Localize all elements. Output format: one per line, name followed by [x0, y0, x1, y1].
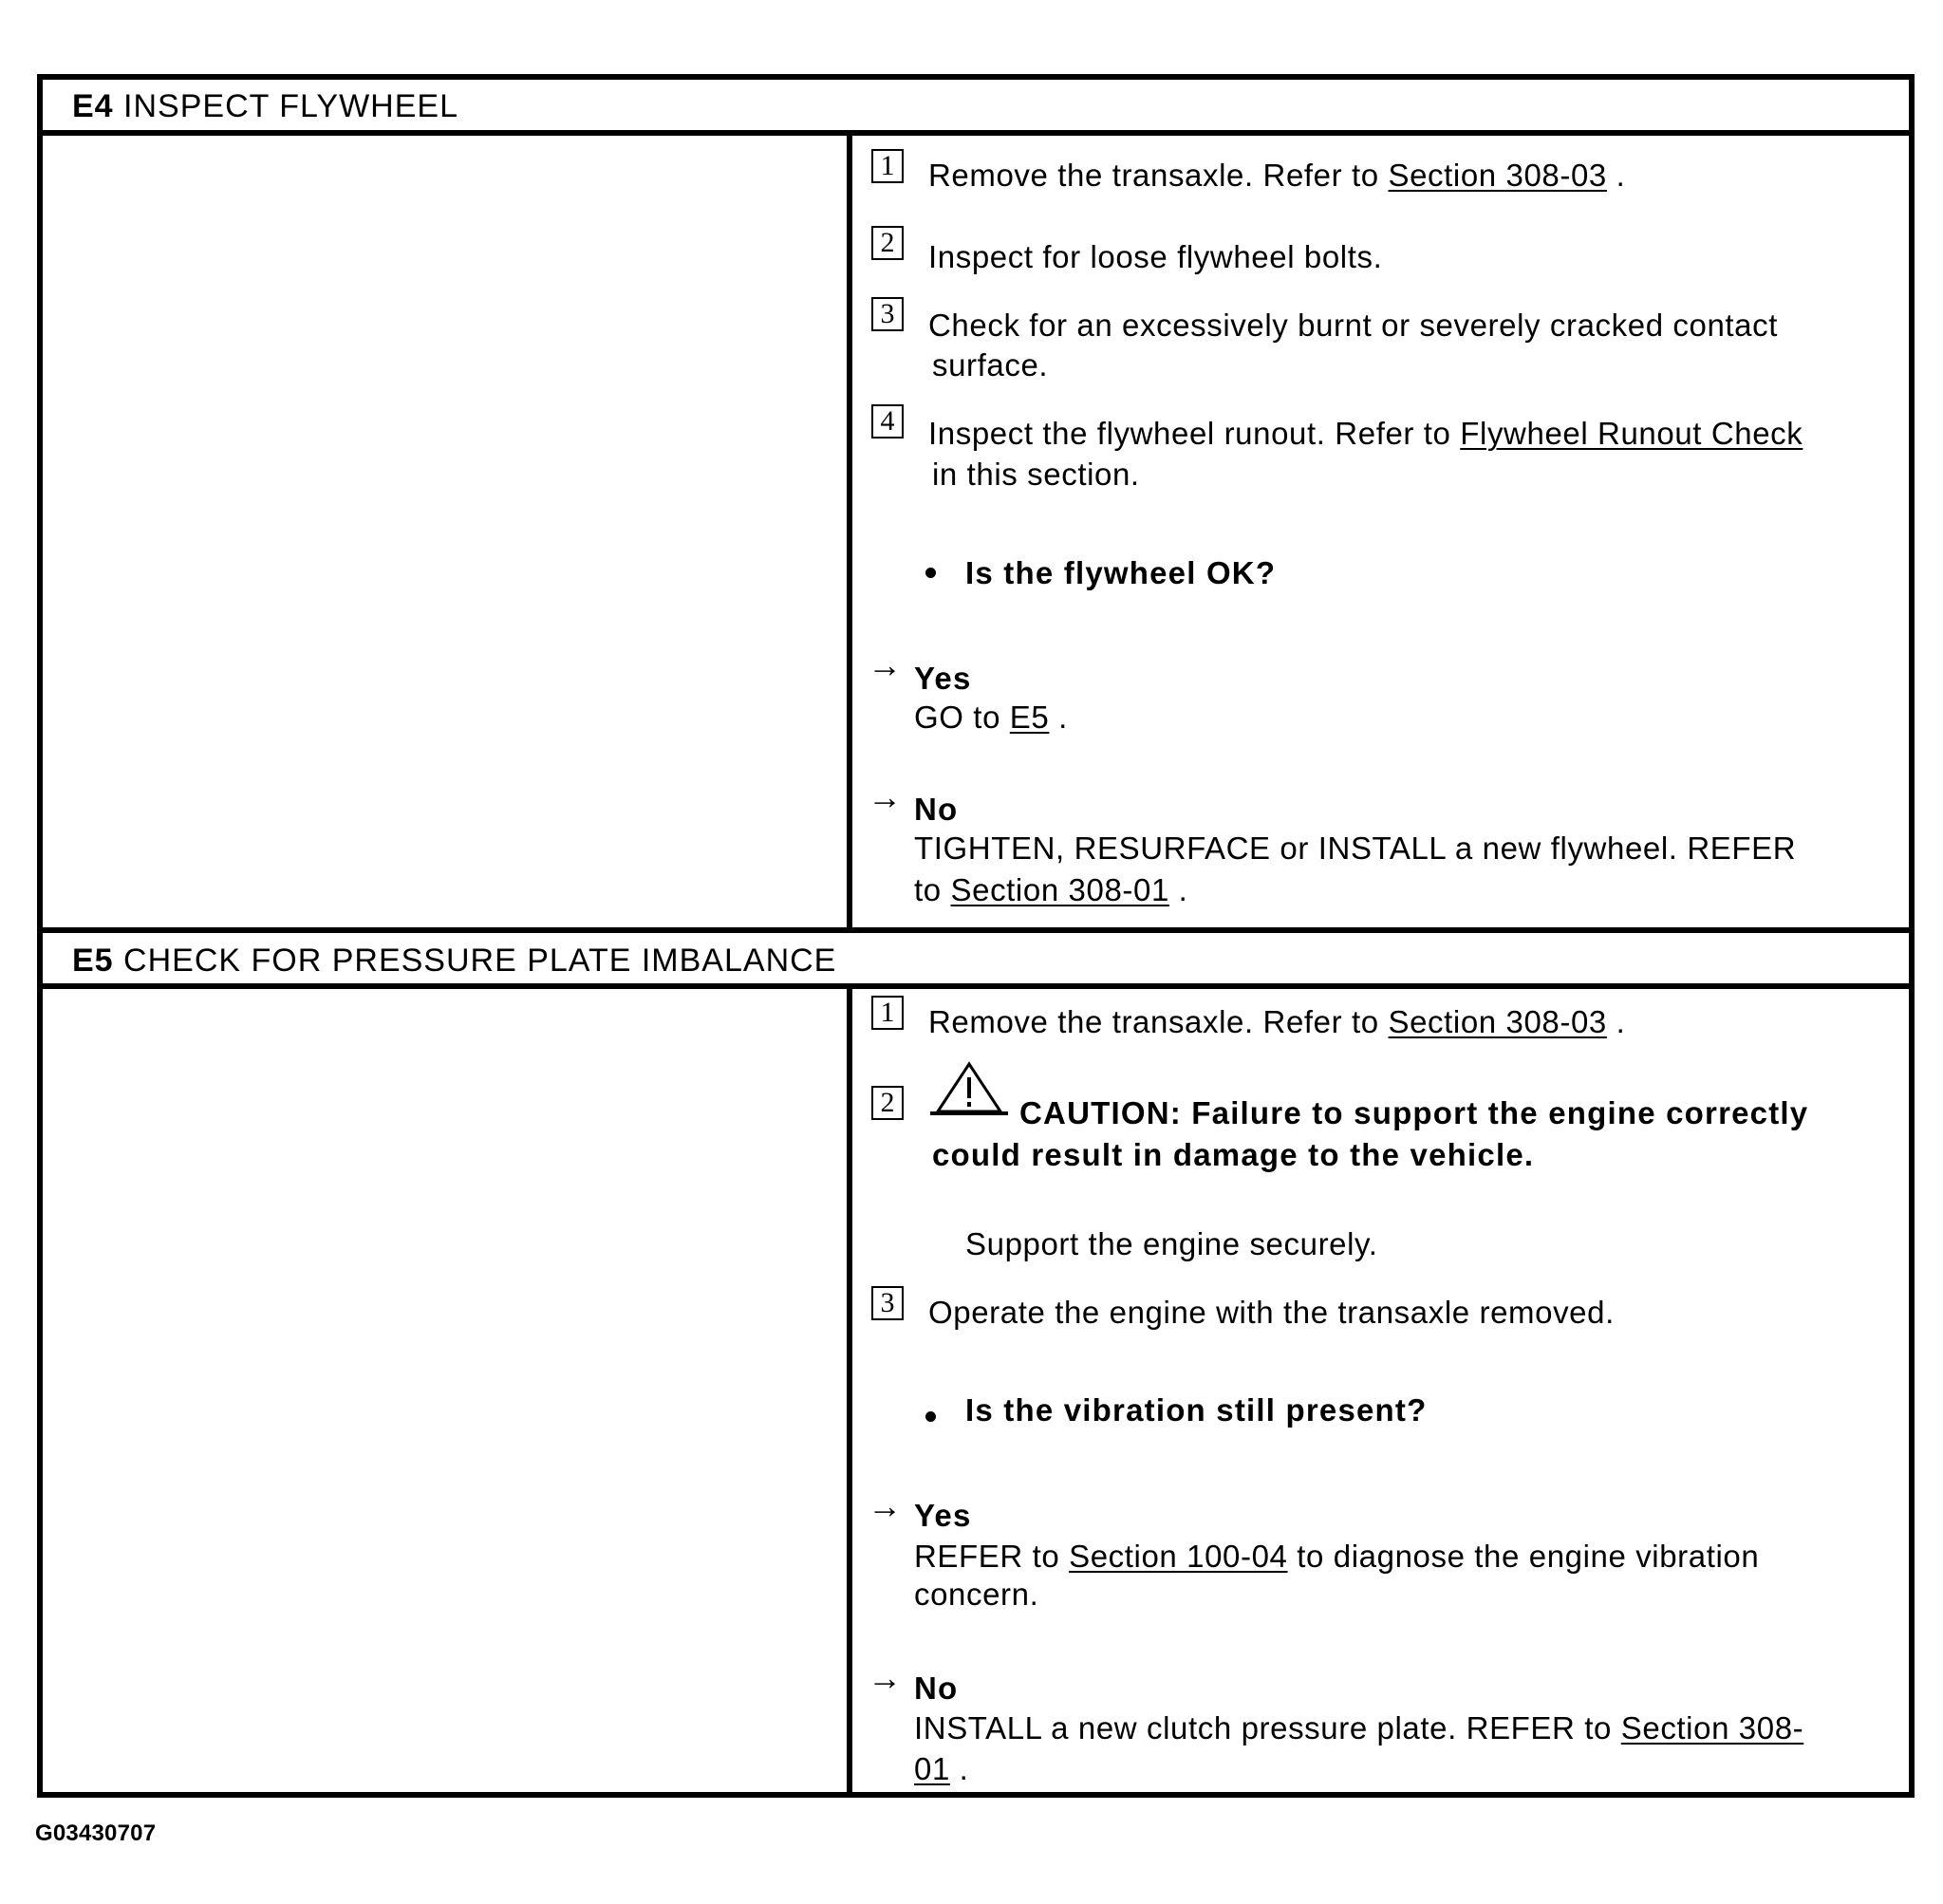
e4-question-bullet: [925, 568, 936, 578]
e5-title: CHECK FOR PRESSURE PLATE IMBALANCE: [123, 943, 837, 979]
e5-no-arrow-icon: →: [868, 1658, 902, 1697]
e4-yes-label: Yes: [914, 661, 972, 696]
caution-triangle-icon: [930, 1060, 1008, 1117]
section-308-03-link-2[interactable]: Section 308-03: [1388, 1004, 1607, 1039]
e5-question: Is the vibration still present?: [965, 1392, 1428, 1428]
section-100-04-link[interactable]: Section 100-04: [1069, 1539, 1288, 1574]
e4-no-label: No: [914, 792, 959, 827]
e5-no-text-line2: 01 .: [914, 1751, 969, 1786]
e4-question: Is the flywheel OK?: [965, 555, 1277, 590]
e5-code: E5: [72, 943, 114, 979]
e4-code: E4: [72, 88, 114, 124]
e5-caution-line2: could result in damage to the vehicle.: [932, 1137, 1535, 1172]
e5-condition-cell: [43, 989, 852, 1792]
e5-step-1-number: 1: [871, 996, 904, 1030]
e5-no-label: No: [914, 1671, 959, 1706]
e4-yes-arrow-icon: →: [868, 645, 902, 684]
e4-step-1-text: Remove the transaxle. Refer to Section 308-03 .: [928, 158, 1626, 193]
e4-step-1-number: 1: [871, 149, 904, 183]
e5-step-2-text: Support the engine securely.: [965, 1226, 1378, 1261]
e4-step-3-text-line2: surface.: [932, 347, 1049, 383]
e5-yes-arrow-icon: →: [868, 1486, 902, 1525]
e5-yes-text-line2: concern.: [914, 1577, 1039, 1612]
e5-step-3-number: 3: [871, 1286, 904, 1320]
e5-caution-line1: CAUTION: Failure to support the engine correctly: [1019, 1095, 1809, 1130]
section-308-01-link-2b[interactable]: 01: [914, 1751, 950, 1786]
e5-yes-label: Yes: [914, 1498, 972, 1533]
e4-step-4-text-line2: in this section.: [932, 457, 1140, 492]
e4-condition-cell: [43, 136, 852, 927]
section-308-01-link[interactable]: Section 308-01: [950, 872, 1169, 907]
e4-step-4-text-line1: Inspect the flywheel runout. Refer to Flywheel Runout Check: [928, 416, 1803, 451]
e4-no-arrow-icon: →: [868, 777, 902, 816]
e5-header: [43, 927, 1909, 989]
e4-step-3-number: 3: [871, 297, 904, 331]
e4-step-4-number: 4: [871, 404, 904, 439]
e4-no-text-line1: TIGHTEN, RESURFACE or INSTALL a new flywheel. REFER: [914, 831, 1797, 866]
e4-step-2-number: 2: [871, 226, 904, 260]
e5-link[interactable]: E5: [1009, 700, 1050, 735]
section-308-03-link[interactable]: Section 308-03: [1388, 158, 1607, 193]
e5-yes-text-line1: REFER to Section 100-04 to diagnose the engine vibration: [914, 1539, 1760, 1574]
e5-step-3-text: Operate the engine with the transaxle removed.: [928, 1295, 1615, 1330]
e5-step-1-text: Remove the transaxle. Refer to Section 308-03 .: [928, 1004, 1626, 1039]
section-308-01-link-2a[interactable]: Section 308-: [1620, 1710, 1804, 1745]
e4-header: [43, 80, 1909, 136]
e4-step-3-text-line1: Check for an excessively burnt or severely cracked contact: [928, 308, 1779, 343]
e4-step-2-text: Inspect for loose flywheel bolts.: [928, 239, 1383, 274]
e5-step-2-number: 2: [871, 1086, 904, 1120]
e4-title: INSPECT FLYWHEEL: [123, 88, 458, 124]
e4-yes-text: GO to E5 .: [914, 700, 1068, 735]
e4-no-text-line2: to Section 308-01 .: [914, 872, 1188, 907]
e5-no-text-line1: INSTALL a new clutch pressure plate. REFER to Section 308-: [914, 1710, 1804, 1745]
flywheel-runout-check-link[interactable]: Flywheel Runout Check: [1460, 416, 1803, 451]
e5-question-bullet: [925, 1411, 936, 1422]
figure-id: G03430707: [35, 1820, 157, 1846]
